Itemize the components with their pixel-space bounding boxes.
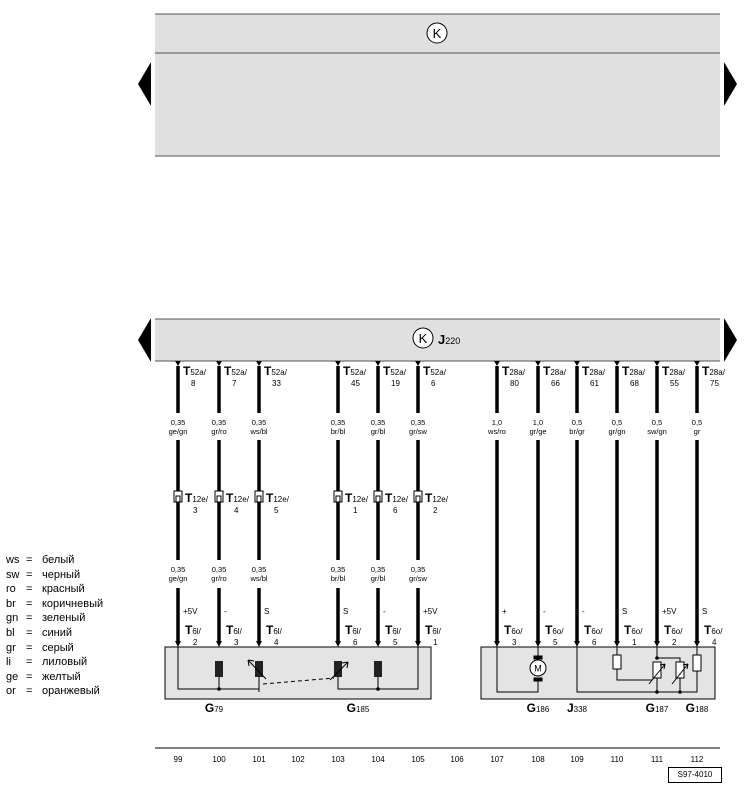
component-pin-11-number: 4 xyxy=(712,638,717,647)
upper-wire-label-0-gauge: 0,35 xyxy=(170,418,186,427)
j220-connector-7: T52a/ xyxy=(224,364,247,378)
component-pin-11: T6o/ xyxy=(704,623,723,637)
component-pin-3: T6l/ xyxy=(345,623,361,637)
t12e-connector-1-number: 4 xyxy=(234,506,239,515)
component-pin-5: T6l/ xyxy=(425,623,441,637)
component-pin-10-number: 2 xyxy=(672,638,677,647)
j220-connector-61: T28a/ xyxy=(582,364,605,378)
component-pin-0-number: 2 xyxy=(193,638,198,647)
legend-name: черный xyxy=(42,568,81,581)
j220-connector-68: T28a/ xyxy=(622,364,645,378)
upper-wire-label-1-color: gr/ro xyxy=(211,427,227,436)
track-number: 111 xyxy=(650,755,664,764)
upper-wire-label-2-gauge: 0,35 xyxy=(251,418,267,427)
component-pin-6-number: 3 xyxy=(512,638,517,647)
legend-row xyxy=(6,597,103,612)
j220-connector-75: T28a/ xyxy=(702,364,725,378)
upper-wire-label-5-color: gr/sw xyxy=(409,427,427,436)
legend-eq: = xyxy=(26,626,33,639)
j220-pin-arrow xyxy=(175,361,181,366)
lower-wire-label-4-gauge: 0,35 xyxy=(370,565,386,574)
track-number: 100 xyxy=(212,755,226,764)
t12e-connector-1: T12e/ xyxy=(226,491,249,505)
track-number: 101 xyxy=(252,755,266,764)
j220-pin-arrow xyxy=(694,361,700,366)
j220-connector-19: T52a/ xyxy=(383,364,406,378)
signal-mark: S xyxy=(622,607,628,616)
legend-row xyxy=(6,670,103,685)
j220-connector-33-number: 33 xyxy=(272,379,281,388)
legend-name: зеленый xyxy=(42,612,86,625)
legend-name: синий xyxy=(42,626,73,639)
legend-row xyxy=(6,641,103,656)
legend-eq: = xyxy=(26,568,33,581)
component-name-g186: G186 xyxy=(526,701,550,715)
component-pin-arrow xyxy=(256,641,262,647)
j220-connector-7-number: 7 xyxy=(232,379,237,388)
upper-wire-label-3-color: br/bl xyxy=(330,427,346,436)
j220-pin-arrow xyxy=(494,361,500,366)
upper-wire-label-11-gauge: 0,5 xyxy=(691,418,703,427)
legend-abbr: bl xyxy=(6,626,15,639)
component-pin-8-number: 6 xyxy=(592,638,597,647)
g185-junction-dot xyxy=(376,687,380,691)
component-pin-arrow xyxy=(375,641,381,647)
component-pin-4-number: 5 xyxy=(393,638,398,647)
component-pin-arrow xyxy=(216,641,222,647)
component-pin-1: T6l/ xyxy=(226,623,242,637)
component-pin-arrow xyxy=(335,641,341,647)
j220-pin-arrow xyxy=(415,361,421,366)
legend-name: лиловый xyxy=(42,656,88,669)
upper-wire-label-7-gauge: 1,0 xyxy=(532,418,544,427)
lower-wire-label-3-color: br/bl xyxy=(330,574,346,583)
legend-name: коричневый xyxy=(42,597,104,610)
legend-abbr: br xyxy=(6,597,16,610)
j220-control-unit-panel xyxy=(155,319,720,361)
legend-eq: = xyxy=(26,583,33,596)
legend-eq: = xyxy=(26,656,33,669)
lower-wire-label-1-color: gr/ro xyxy=(211,574,227,583)
j220-connector-6: T52a/ xyxy=(423,364,446,378)
track-number: 112 xyxy=(690,755,704,764)
legend-name: белый xyxy=(42,554,75,566)
legend-name: желтый xyxy=(42,670,81,683)
t12e-connector-4-number: 6 xyxy=(393,506,398,515)
g79-g185-sensor-box xyxy=(165,647,431,699)
component-pin-2: T6l/ xyxy=(266,623,282,637)
track-number: 107 xyxy=(490,755,504,764)
legend-eq: = xyxy=(26,641,33,654)
t12e-connector-2-number: 5 xyxy=(274,506,279,515)
signal-mark: +5V xyxy=(423,607,438,616)
j220-pin-arrow xyxy=(335,361,341,366)
component-pin-arrow xyxy=(574,641,580,647)
main-unit-symbol: K xyxy=(418,331,428,346)
signal-mark: S xyxy=(343,607,349,616)
signal-mark: - xyxy=(543,607,546,616)
signal-mark: +5V xyxy=(662,607,677,616)
j220-connector-45: T52a/ xyxy=(343,364,366,378)
component-pin-arrow xyxy=(654,641,660,647)
legend-eq: = xyxy=(26,554,33,566)
legend-eq: = xyxy=(26,685,33,698)
lower-wire-label-5-gauge: 0,35 xyxy=(410,565,426,574)
legend-abbr: sw xyxy=(6,568,20,581)
legend-abbr: gn xyxy=(6,612,19,625)
j220-pin-arrow xyxy=(535,361,541,366)
upper-wire-label-0-color: ge/gn xyxy=(168,427,188,436)
motor-symbol: M xyxy=(534,663,542,674)
j220-connector-45-number: 45 xyxy=(351,379,360,388)
j220-connector-19-number: 19 xyxy=(391,379,400,388)
j220-connector-66: T28a/ xyxy=(543,364,566,378)
component-pin-7-number: 5 xyxy=(553,638,558,647)
t12e-connector-2: T12e/ xyxy=(266,491,289,505)
j220-connector-6-number: 6 xyxy=(431,379,436,388)
component-pin-8: T6o/ xyxy=(584,623,603,637)
component-name-g79: G79 xyxy=(204,701,224,715)
legend-row xyxy=(6,568,103,583)
signal-mark: - xyxy=(383,607,386,616)
lower-wire-label-2-color: ws/bl xyxy=(250,574,268,583)
component-pin-3-number: 6 xyxy=(353,638,358,647)
j220-connector-61-number: 61 xyxy=(590,379,599,388)
t12e-connector-3-number: 1 xyxy=(353,506,358,515)
j220-pin-arrow xyxy=(614,361,620,366)
component-pin-10: T6o/ xyxy=(664,623,683,637)
legend-row xyxy=(6,611,103,626)
legend-name: красный xyxy=(42,583,85,596)
j220-pin-arrow xyxy=(375,361,381,366)
lower-wire-label-3-gauge: 0,35 xyxy=(330,565,346,574)
labels-layer xyxy=(169,364,726,764)
j220-connector-8: T52a/ xyxy=(183,364,206,378)
j220-connector-68-number: 68 xyxy=(630,379,639,388)
component-pin-4: T6l/ xyxy=(385,623,401,637)
main-unit-name: J220 xyxy=(438,332,461,347)
legend-eq: = xyxy=(26,597,33,610)
t12e-connector-5-number: 2 xyxy=(433,506,438,515)
lower-wire-label-0-gauge: 0,35 xyxy=(170,565,186,574)
legend-eq: = xyxy=(26,612,33,625)
g187-junction-dot-2 xyxy=(655,690,659,694)
j220-connector-55-number: 55 xyxy=(670,379,679,388)
legend-row xyxy=(6,655,103,670)
component-name-g185: G185 xyxy=(346,701,370,715)
signal-mark: - xyxy=(224,607,227,616)
component-pin-0: T6l/ xyxy=(185,623,201,637)
j220-connector-75-number: 75 xyxy=(710,379,719,388)
upper-wire-label-6-gauge: 1,0 xyxy=(491,418,503,427)
component-name-g188: G188 xyxy=(685,701,709,715)
document-id: S97-4010 xyxy=(668,767,722,783)
next-page-arrow-main[interactable] xyxy=(724,318,737,362)
legend-abbr: li xyxy=(6,656,11,669)
j220-connector-8-number: 8 xyxy=(191,379,196,388)
lower-wire-label-1-gauge: 0,35 xyxy=(211,565,227,574)
legend-abbr: ws xyxy=(6,554,20,566)
prev-page-arrow-top[interactable] xyxy=(138,62,151,106)
component-pin-9-number: 1 xyxy=(632,638,637,647)
legend-row xyxy=(6,553,103,568)
signal-mark: +5V xyxy=(183,607,198,616)
signal-mark: - xyxy=(582,607,585,616)
signal-mark: + xyxy=(502,607,507,616)
signal-mark: S xyxy=(264,607,270,616)
j220-pin-arrow xyxy=(574,361,580,366)
upper-wire-label-2-color: ws/bl xyxy=(250,427,268,436)
j220-connector-66-number: 66 xyxy=(551,379,560,388)
j220-pin-arrow xyxy=(256,361,262,366)
upper-wire-label-6-color: ws/ro xyxy=(488,427,506,436)
legend-row xyxy=(6,626,103,641)
track-number: 102 xyxy=(291,755,305,764)
upper-wire-label-10-color: sw/gn xyxy=(647,427,667,436)
upper-wire-label-9-gauge: 0,5 xyxy=(611,418,623,427)
component-pin-arrow xyxy=(175,641,181,647)
component-pin-arrow xyxy=(494,641,500,647)
next-page-arrow-top[interactable] xyxy=(724,62,737,106)
track-number: 105 xyxy=(411,755,425,764)
component-pin-5-number: 1 xyxy=(433,638,438,647)
j220-connector-80-number: 80 xyxy=(510,379,519,388)
component-pin-2-number: 4 xyxy=(274,638,279,647)
lower-wire-label-0-color: ge/gn xyxy=(168,574,188,583)
upper-wire-label-10-gauge: 0,5 xyxy=(651,418,663,427)
upper-wire-label-3-gauge: 0,35 xyxy=(330,418,346,427)
upper-wire-label-5-gauge: 0,35 xyxy=(410,418,426,427)
upper-wire-label-4-color: gr/bl xyxy=(370,427,386,436)
legend-name: оранжевый xyxy=(42,685,100,698)
signal-mark: S xyxy=(702,607,708,616)
upper-wire-label-11-color: gr xyxy=(693,427,701,436)
j220-connector-33: T52a/ xyxy=(264,364,287,378)
component-pin-arrow xyxy=(415,641,421,647)
g185-element-b xyxy=(374,661,382,677)
track-number: 104 xyxy=(371,755,385,764)
upper-wire-label-9-color: gr/gn xyxy=(608,427,626,436)
legend-abbr: ge xyxy=(6,670,19,683)
component-pin-arrow xyxy=(694,641,700,647)
upper-wire-label-1-gauge: 0,35 xyxy=(211,418,227,427)
lower-wire-label-4-color: gr/bl xyxy=(370,574,386,583)
t12e-connector-4: T12e/ xyxy=(385,491,408,505)
component-name-j338: J338 xyxy=(566,701,588,715)
g79-junction-dot xyxy=(217,687,221,691)
wires-layer xyxy=(174,361,703,647)
component-pin-arrow xyxy=(535,641,541,647)
j220-pin-arrow xyxy=(216,361,222,366)
legend-abbr: or xyxy=(6,685,16,698)
t12e-connector-0: T12e/ xyxy=(185,491,208,505)
prev-page-arrow-main[interactable] xyxy=(138,318,151,362)
t12e-connector-5: T12e/ xyxy=(425,491,448,505)
top-unit-symbol: K xyxy=(432,26,442,41)
j220-connector-80: T28a/ xyxy=(502,364,525,378)
legend-name: серый xyxy=(42,641,74,654)
g79-element-a xyxy=(215,661,223,677)
component-pin-arrow xyxy=(614,641,620,647)
lower-wire-label-5-color: gr/sw xyxy=(409,574,427,583)
track-number: 99 xyxy=(173,755,183,764)
legend-row xyxy=(6,684,103,699)
track-number: 108 xyxy=(531,755,545,764)
legend-row xyxy=(6,582,103,597)
wire-color-legend xyxy=(6,553,103,699)
top-control-unit-panel xyxy=(155,14,720,156)
t12e-connector-3: T12e/ xyxy=(345,491,368,505)
upper-wire-label-8-gauge: 0,5 xyxy=(571,418,583,427)
upper-wire-label-4-gauge: 0,35 xyxy=(370,418,386,427)
upper-wire-label-8-color: br/gr xyxy=(569,427,585,436)
legend-abbr: ro xyxy=(6,583,16,596)
component-pin-7: T6o/ xyxy=(545,623,564,637)
component-pin-6: T6o/ xyxy=(504,623,523,637)
track-number: 109 xyxy=(570,755,584,764)
track-number: 110 xyxy=(610,755,624,764)
legend-eq: = xyxy=(26,670,33,683)
track-number: 106 xyxy=(450,755,464,764)
track-number: 103 xyxy=(331,755,345,764)
upper-wire-label-7-color: gr/ge xyxy=(529,427,547,436)
component-pin-1-number: 3 xyxy=(234,638,239,647)
j220-pin-arrow xyxy=(654,361,660,366)
legend-abbr: gr xyxy=(6,641,16,654)
g187-junction-dot xyxy=(655,656,659,660)
g188-junction-dot xyxy=(678,690,682,694)
component-name-g187: G187 xyxy=(645,701,669,715)
t12e-connector-0-number: 3 xyxy=(193,506,198,515)
component-pin-9: T6o/ xyxy=(624,623,643,637)
j220-connector-55: T28a/ xyxy=(662,364,685,378)
lower-wire-label-2-gauge: 0,35 xyxy=(251,565,267,574)
